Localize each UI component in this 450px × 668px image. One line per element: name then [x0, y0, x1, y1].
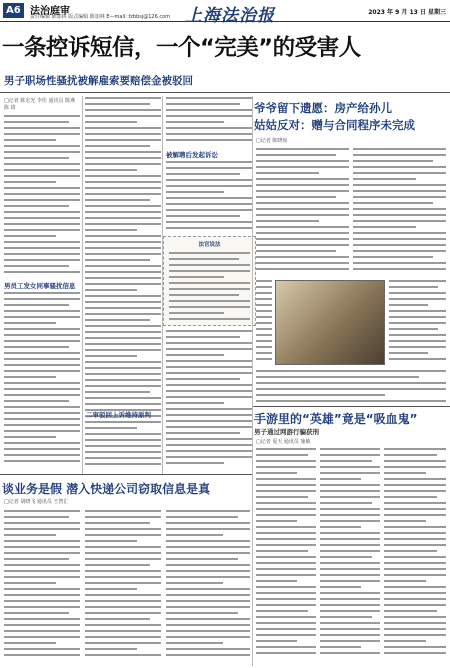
illustration-image — [275, 280, 385, 365]
column-rule — [82, 96, 83, 474]
page-number-badge: A6 — [3, 3, 24, 18]
section-heading-3: 二审驳回上诉维持原判 — [86, 411, 151, 419]
game-story-subhead: 男子通过网游行骗获刑 — [254, 428, 319, 436]
bottom-headline: 谈业务是假 潜入快递公司窃取信息是真 — [2, 482, 211, 496]
bottom-byline-wrap — [4, 498, 124, 506]
bottom-byline: □记者 胡晓飞 通讯员 王智汇 — [4, 499, 69, 505]
masthead — [0, 0, 450, 26]
section-heading-2: 被解聘后发起诉讼 — [166, 151, 218, 159]
article-text — [320, 448, 380, 663]
article-text — [256, 370, 446, 406]
box-title: 法官说法 — [198, 242, 221, 248]
article-text — [4, 292, 80, 472]
divider — [253, 406, 450, 407]
article-text — [256, 448, 316, 663]
article-text — [256, 148, 349, 276]
article-text — [166, 161, 252, 233]
article-text — [85, 510, 161, 665]
right-byline-wrap — [256, 137, 346, 147]
article-text — [4, 510, 80, 665]
game-byline-wrap — [256, 438, 346, 446]
right-headline-line1: 爷爷留下遗愿：房产给孙儿 — [254, 101, 392, 115]
game-byline: □记者 夏天 通讯员 施敏 — [256, 439, 311, 445]
lead-subhead: 男子职场性骚扰被解雇索要赔偿金被驳回 — [4, 75, 193, 87]
lead-story-column-1 — [4, 97, 80, 277]
article-text — [256, 280, 272, 366]
article-text — [389, 280, 446, 366]
judge-commentary-box — [163, 236, 256, 326]
game-story-headline: 手游里的“英雄”竟是“吸血鬼” — [254, 412, 418, 426]
section-name: 法治庭审 — [30, 6, 70, 17]
column-rule — [252, 96, 253, 666]
divider — [0, 474, 252, 475]
right-byline: □记者 陈晓琼 — [256, 138, 288, 144]
section-heading-1: 男员工发女同事骚扰信息 — [4, 282, 76, 290]
article-text — [384, 448, 446, 663]
divider — [0, 92, 450, 93]
right-headline-line2: 姑姑反对：赠与合同程序未完成 — [254, 118, 415, 132]
lead-headline: 一条控诉短信，一个“完美”的受害人 — [2, 35, 361, 61]
article-text — [169, 252, 250, 324]
lead-byline: □记者 陈宏光 李佳 通讯员 陈燕 陈 琦 — [4, 98, 76, 111]
article-text — [166, 330, 252, 470]
article-text — [166, 97, 252, 147]
article-text — [166, 510, 250, 665]
newspaper-logo: 上海法治报 — [185, 6, 275, 26]
right-headline — [254, 100, 446, 134]
issue-date: 2023 年 9 月 13 日 星期三 — [368, 9, 446, 16]
article-text — [85, 97, 161, 477]
article-text — [353, 148, 446, 276]
editor-credits: 责任编辑 陈加林 版式编辑 陈加林 E—mail: fzbbsj@126.com — [30, 14, 171, 20]
article-text — [4, 115, 80, 277]
